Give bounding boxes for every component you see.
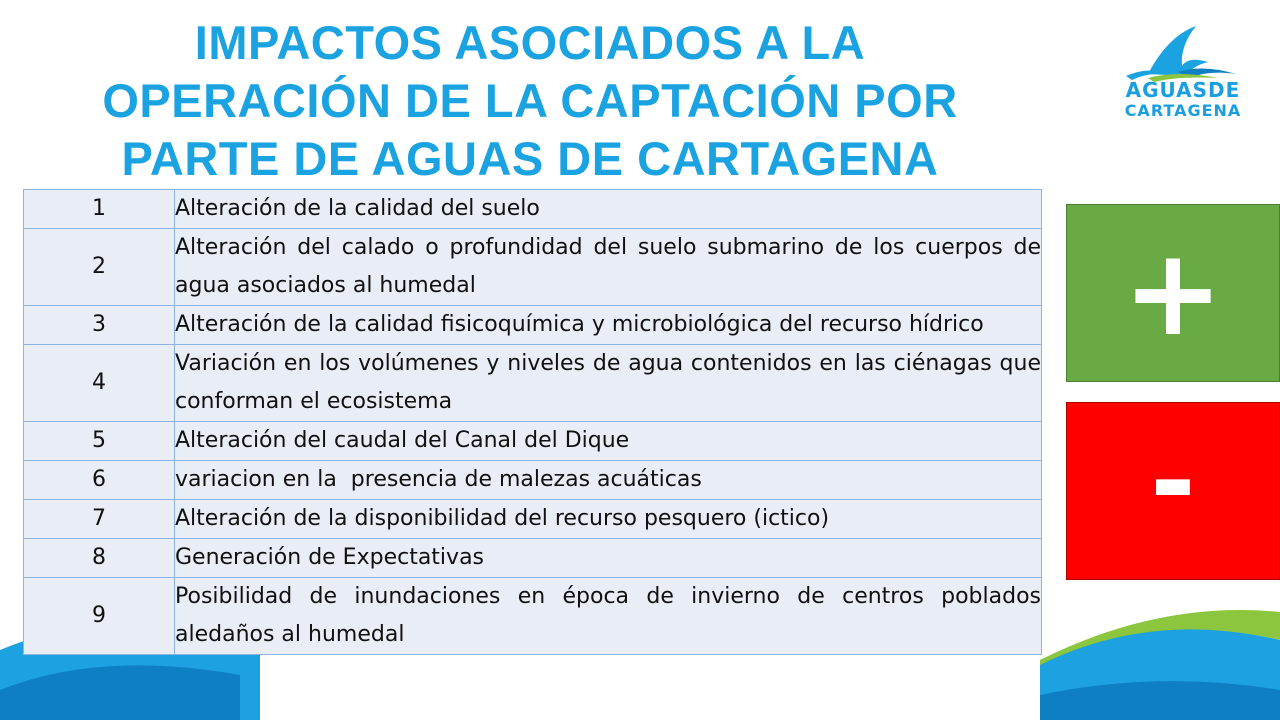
impact-number: 9 <box>24 578 175 655</box>
negative-impact-box <box>1066 402 1280 580</box>
impact-description: Posibilidad de inundaciones en época de invierno de centros poblados aledaños al humedal <box>175 578 1042 655</box>
plus-icon: + <box>1122 223 1224 363</box>
impact-number: 3 <box>24 306 175 345</box>
table-row <box>24 461 1042 500</box>
impact-number: 6 <box>24 461 175 500</box>
table-row <box>24 539 1042 578</box>
title-line-2: OPERACIÓN DE LA CAPTACIÓN POR <box>102 74 958 127</box>
impact-description: Variación en los volúmenes y niveles de agua contenidos en las ciénagas que conforman el ecosistema <box>175 345 1042 422</box>
impact-number: 1 <box>24 190 175 229</box>
impact-number: 5 <box>24 422 175 461</box>
logo-text-line-2: CARTAGENA <box>1124 101 1242 120</box>
impact-description: Alteración de la disponibilidad del recurso pesquero (ictico) <box>175 500 1042 539</box>
impacts-table <box>23 189 1042 655</box>
table-row <box>24 190 1042 229</box>
table-row <box>24 306 1042 345</box>
impact-description: Alteración del calado o profundidad del suelo submarino de los cuerpos de agua asociados al humedal <box>175 229 1042 306</box>
impact-number: 7 <box>24 500 175 539</box>
title-line-1: IMPACTOS ASOCIADOS A LA <box>194 16 866 69</box>
table-row <box>24 345 1042 422</box>
table-row <box>24 578 1042 655</box>
table-row <box>24 422 1042 461</box>
impact-number: 4 <box>24 345 175 422</box>
minus-icon: - <box>1150 417 1196 545</box>
title-line-3: PARTE DE AGUAS DE CARTAGENA <box>121 132 939 185</box>
impact-description: Alteración del caudal del Canal del Dique <box>175 422 1042 461</box>
impact-number: 2 <box>24 229 175 306</box>
impact-description: Alteración de la calidad fisicoquímica y microbiológica del recurso hídrico <box>175 306 1042 345</box>
impact-description: Generación de Expectativas <box>175 539 1042 578</box>
wave-logo-icon <box>1108 26 1258 86</box>
positive-impact-box <box>1066 204 1280 382</box>
impact-description: variacion en la presencia de malezas acuáticas <box>175 461 1042 500</box>
impact-number: 8 <box>24 539 175 578</box>
page-title <box>30 14 1030 188</box>
aguas-de-cartagena-logo <box>1108 26 1258 126</box>
logo-text-line-1: AGUASDE <box>1125 78 1241 102</box>
table-row <box>24 229 1042 306</box>
table-row <box>24 500 1042 539</box>
impact-description: Alteración de la calidad del suelo <box>175 190 1042 229</box>
